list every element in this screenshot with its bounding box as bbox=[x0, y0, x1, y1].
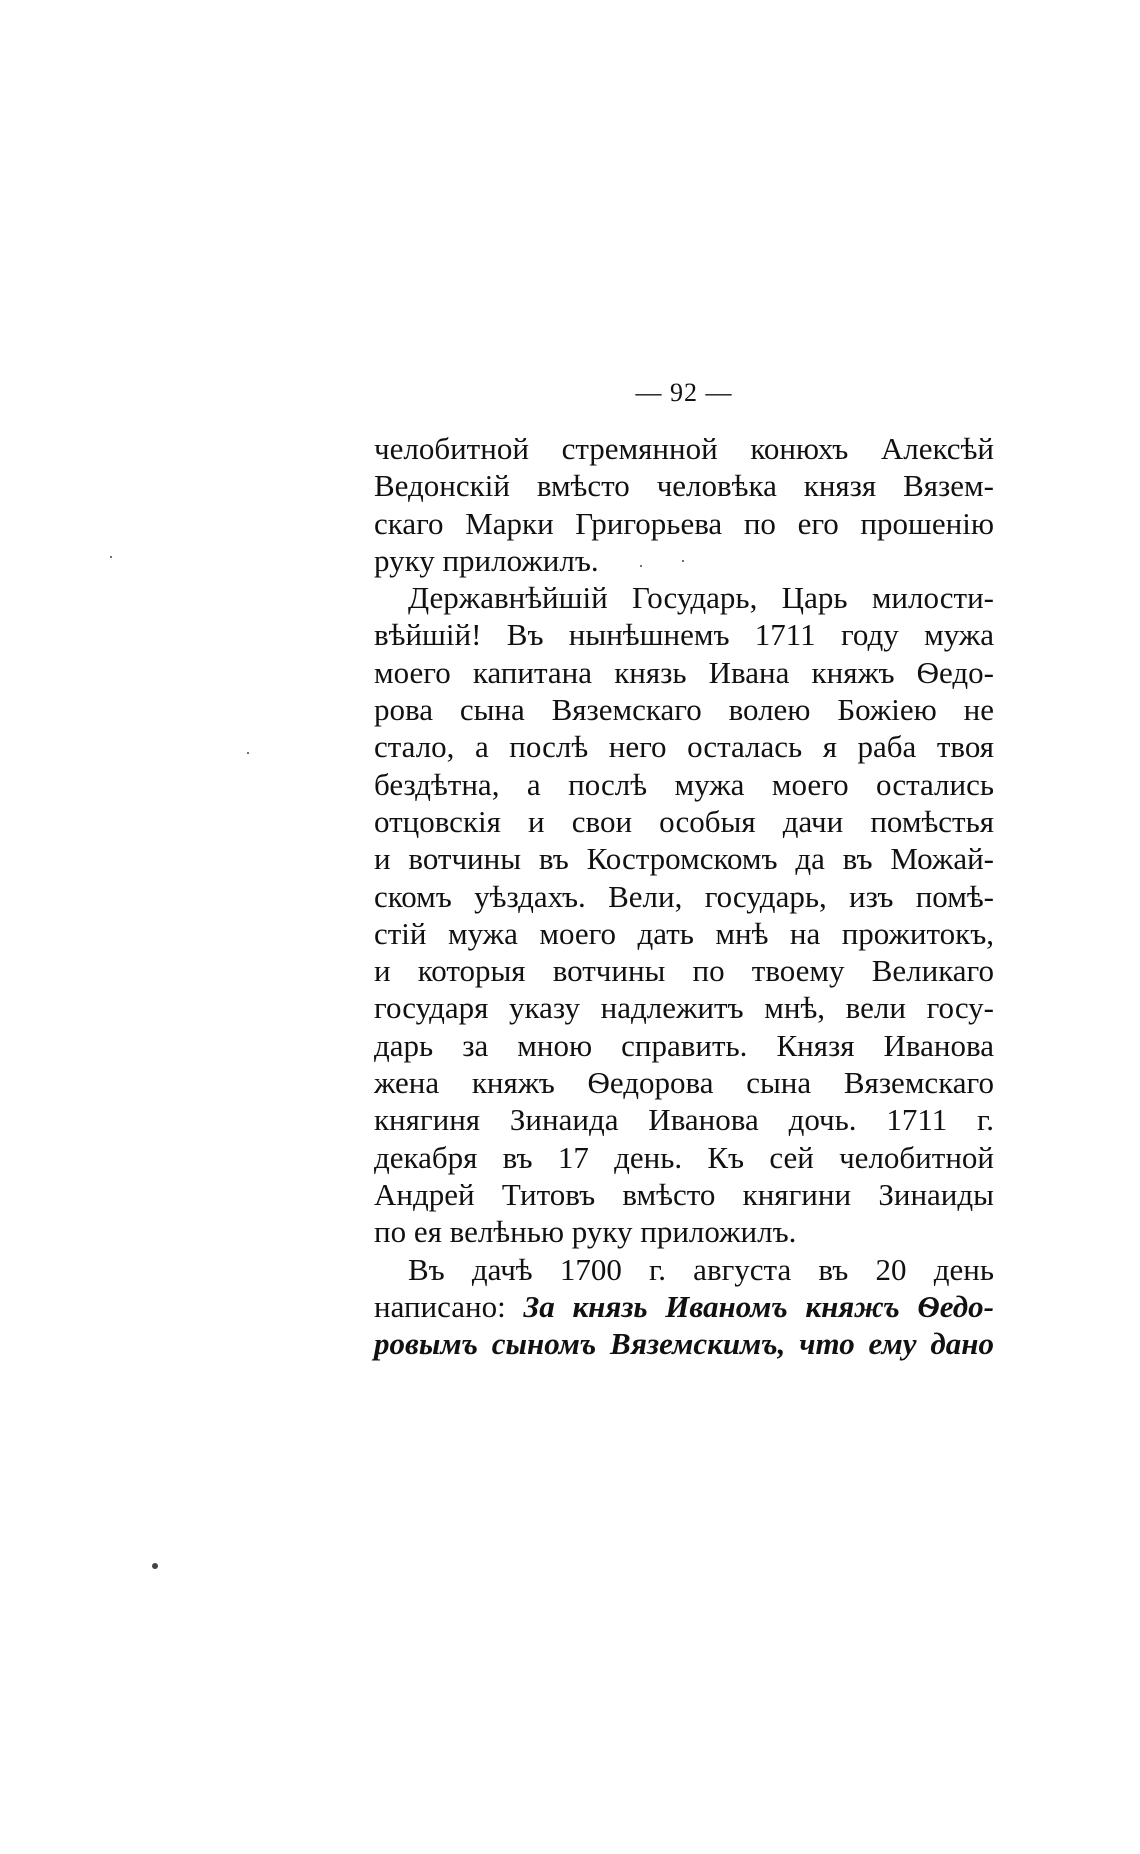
text-line: челобитной стремянной конюхъ Алексѣй bbox=[374, 431, 994, 466]
text-line: рова сына Вяземскаго волею Божіею не bbox=[374, 692, 994, 728]
text-line: по ея велѣнью руку приложилъ. bbox=[374, 1214, 797, 1250]
text-line: и которыя вотчины по твоему Великаго bbox=[374, 953, 994, 989]
text-line: скомъ уѣздахъ. Вели, государь, изъ помѣ- bbox=[374, 878, 994, 914]
text-line: Въ дачѣ 1700 г. августа въ 20 день bbox=[408, 1251, 994, 1287]
text-line: моего капитана князь Ивана княжъ Ѳедо- bbox=[374, 654, 994, 690]
text-line: отцовскія и свои особыя дачи помѣстья bbox=[374, 803, 994, 839]
text-line: бездѣтна, а послѣ мужа моего остались bbox=[374, 766, 994, 802]
text-line: стій мужа моего дать мнѣ на прожитокъ, bbox=[374, 915, 994, 951]
page-body-text bbox=[374, 430, 994, 1362]
text-line: руку приложилъ. bbox=[374, 542, 599, 578]
text-line: вѣйшій! Въ нынѣшнемъ 1711 году мужа bbox=[374, 617, 994, 653]
speck bbox=[110, 556, 112, 558]
text-line: княгиня Зинаида Иванова дочь. 1711 г. bbox=[374, 1102, 994, 1138]
text-line: скаго Марки Григорьева по его прошенію bbox=[374, 505, 994, 541]
italic-text-line: ровымъ сыномъ Вяземскимъ, что ему дано bbox=[374, 1326, 994, 1362]
text-span: написано: bbox=[374, 1288, 506, 1324]
text-line: декабря въ 17 день. Къ сей челобитной bbox=[374, 1139, 994, 1175]
text-line: Державнѣйшій Государь, Царь милости- bbox=[408, 580, 994, 616]
text-line: жена княжъ Ѳедорова сына Вяземскаго bbox=[374, 1065, 994, 1101]
text-line-mixed bbox=[374, 1288, 994, 1325]
text-line: государя указу надлежитъ мнѣ, вели госу- bbox=[374, 990, 994, 1026]
speck bbox=[682, 560, 684, 562]
speck bbox=[247, 752, 249, 754]
page-number: — 92 — bbox=[635, 378, 733, 407]
text-line: стало, а послѣ него осталась я раба твоя bbox=[374, 729, 994, 765]
text-line: и вотчины въ Костромскомъ да въ Можай- bbox=[374, 841, 994, 877]
italic-text-span: За князь Иваномъ княжъ Ѳедо- bbox=[523, 1288, 995, 1324]
text-line: Андрей Титовъ вмѣсто княгини Зинаиды bbox=[374, 1176, 994, 1212]
speck bbox=[152, 1563, 158, 1569]
speck bbox=[640, 565, 642, 567]
text-line: дарь за мною справить. Князя Иванова bbox=[374, 1027, 994, 1063]
text-line: Ведонскій вмѣсто человѣка князя Вязем- bbox=[374, 468, 994, 504]
